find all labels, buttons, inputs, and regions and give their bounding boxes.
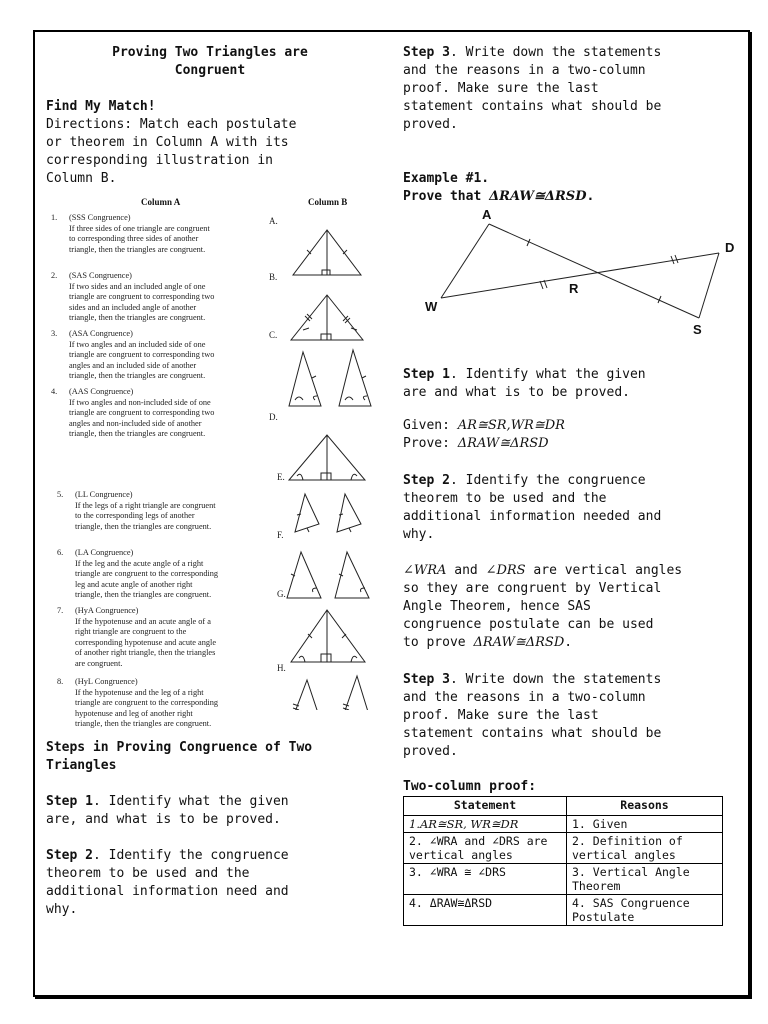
reason-cell: 4. SAS Congruence Postulate [567,895,723,926]
statement-cell: 2. ∠WRA and ∠DRS are vertical angles [404,833,567,864]
item-line: triangle are congruent to the corresponding [75,698,219,708]
column-a-item-4 [51,387,261,447]
item-line: right triangle are congruent to the [75,627,187,637]
steps-heading [46,739,386,775]
angle-wra: ∠WRA [403,563,447,578]
item-line: triangle, then the triangles are congruent. [75,590,212,600]
triangles-diagram [399,208,744,338]
column-b-figures [279,210,379,710]
item-number: 7. [57,606,64,615]
given-math: AR≅SR,WR≅DR [457,418,565,433]
steps-heading-line: Steps in Proving Congruence of Two [46,740,313,755]
directions-line: corresponding illustration in [46,153,273,168]
given-prove [403,417,743,453]
column-a-item-3 [51,329,261,389]
item-line: triangle are congruent to corresponding two [69,350,215,360]
item-number: 4. [51,387,58,396]
example-heading [403,170,743,206]
item-line: angles and non-included side of another [69,418,202,428]
column-a-item-8 [57,677,267,737]
statement-cell: 3. ∠WRA ≅ ∠DRS [404,864,567,895]
figure-letter: B. [269,272,278,282]
step-text: . Identify what the given [92,794,289,809]
figure-letter: H. [277,663,286,673]
step-text: why. [46,902,78,917]
column-a-item-5 [57,490,267,540]
item-line: triangle, then the triangles are congruent. [69,313,206,323]
step-label: Step 3 [403,672,450,687]
step-label: Step 3 [403,45,450,60]
step-text: . Identify what the given [449,367,646,382]
figure-letter: D. [269,412,278,422]
explanation-math: ΔRAW≅ΔRSD [473,635,565,650]
item-line: hypotenuse and leg of another right [75,708,193,718]
figure-letter: A. [269,216,278,226]
column-a-item-1 [51,213,261,268]
item-line: (HyA Congruence) [75,606,139,615]
steps-heading-line: Triangles [46,758,117,773]
reason-cell: 1. Given [567,816,723,833]
figure-e-triangles [295,494,361,532]
directions [46,116,376,188]
step-text: why. [403,527,435,542]
step-text: and the reasons in a two-column [403,690,646,705]
column-b-header: Column B [308,197,348,207]
vertex-label-s: S [693,322,702,337]
item-line: If two angles and non-included side of one [69,397,211,407]
step-text: statement contains what should be [403,726,662,741]
vertex-label-d: D [725,240,735,255]
item-line: to the corresponding legs of another [75,511,195,521]
explanation-end: . [564,635,573,650]
step-text: proof. Make sure the last [403,81,599,96]
table-row [404,816,723,833]
item-line: (LL Congruence) [75,490,133,499]
item-line: triangle, then the triangles are congruent. [75,719,212,729]
step-text: and the reasons in a two-column [403,63,646,78]
step-text: proved. [403,117,458,132]
prove-that-math: ΔRAW≅ΔRSD [489,189,587,204]
step-text: . Write down the statements [449,45,662,60]
explanation-text: congruence postulate can be used [403,617,654,632]
step-label: Step 1 [46,794,93,809]
step-text: statement contains what should be [403,99,662,114]
angle-drs: ∠DRS [485,563,526,578]
step-text: . Identify the congruence [92,848,289,863]
vertex-label-r: R [569,281,579,296]
prove-that-label: Prove that [403,189,490,204]
explanation-text: to prove [403,635,474,650]
worksheet-page [33,30,750,997]
figure-b-triangle [291,295,363,340]
item-line: If the leg and the acute angle of a right [75,558,204,568]
figure-g-triangle [291,610,365,662]
title-line-1: Proving Two Triangles are [112,45,308,60]
step-label: Step 2 [403,473,450,488]
table-row [404,895,723,926]
right-step-2 [403,472,743,544]
column-a-item-7 [57,606,267,676]
left-step-2 [46,847,386,919]
item-line: If the legs of a right triangle are congruent [75,500,216,510]
vertical-angles-explanation [403,562,743,652]
column-header-reasons: Reasons [567,797,723,816]
column-a-item-2 [51,271,261,331]
item-line: (ASA Congruence) [69,329,133,338]
item-line: triangle are congruent to corresponding two [69,292,215,302]
column-header-statement: Statement [404,797,567,816]
item-number: 6. [57,548,64,557]
directions-line: or theorem in Column A with its [46,135,289,150]
item-line: of another right triangle, then the triangles [75,648,216,658]
page-title [45,44,375,80]
step-text: are, and what is to be proved. [46,812,281,827]
prove-label: Prove: [403,436,458,451]
item-number: 5. [57,490,64,499]
figure-letter: C. [269,330,278,340]
step-text: . Write down the statements [449,672,662,687]
table-row [404,833,723,864]
figure-letter: G. [277,589,286,599]
explanation-text: Angle Theorem, hence SAS [403,599,591,614]
item-line: If two angles and an included side of one [69,339,206,349]
explanation-text: are vertical angles [525,563,683,578]
item-line: (HyL Congruence) [75,677,138,686]
step-text: . Identify the congruence [449,473,646,488]
prove-that-end: . [586,189,595,204]
table-row [404,864,723,895]
figure-letter: F. [277,530,284,540]
item-line: If three sides of one triangle are congruent [69,223,210,233]
item-line: to corresponding three sides of another [69,234,199,244]
step-text: proof. Make sure the last [403,708,599,723]
step-label: Step 1 [403,367,450,382]
item-line: leg and acute angle of another right [75,579,193,589]
tick-mark [675,255,678,263]
prove-math: ΔRAW≅ΔRSD [457,436,549,451]
directions-line: Column B. [46,171,117,186]
matching-worksheet [49,192,379,729]
item-line: triangle, then the triangles are congruent. [69,371,206,381]
and-text: and [446,563,486,578]
item-number: 8. [57,677,64,686]
find-heading: Find My Match! [46,99,156,114]
item-line: are congruent. [75,658,123,668]
item-line: corresponding hypotenuse and acute angle [75,637,216,647]
right-step-3 [403,671,743,761]
step-text: additional information needed and [403,509,662,524]
item-line: triangle, then the triangles are congruent. [75,521,212,531]
two-column-proof-table [403,796,723,926]
item-line: triangle are congruent to corresponding two [69,408,215,418]
step-text: are and what is to be proved. [403,385,630,400]
figure-letter: E. [277,472,285,482]
title-line-2: Congruent [174,63,246,78]
figure-a-triangle [293,230,361,275]
example-title: Example #1. [403,171,490,186]
item-line: sides and an included angle of another [69,302,197,312]
step-text: additional information need and [46,884,289,899]
step-text: theorem to be used and the [403,491,607,506]
figure-c-triangles [289,350,371,406]
explanation-text: so they are congruent by Vertical [403,581,662,596]
reason-cell: 2. Definition of vertical angles [567,833,723,864]
item-line: (SAS Congruence) [69,271,132,280]
item-line: If the hypotenuse and the leg of a right [75,687,204,697]
item-number: 1. [51,213,58,222]
item-line: (SSS Congruence) [69,213,131,222]
step-text: proved. [403,744,458,759]
directions-line: Directions: Match each postulate [46,117,297,132]
vertex-label-a: A [482,208,492,222]
step-text: theorem to be used and the [46,866,250,881]
table-header-row [404,797,723,816]
reason-cell: 3. Vertical Angle Theorem [567,864,723,895]
left-step-1 [46,793,386,829]
item-line: triangle, then the triangles are congruent. [69,244,206,254]
figure-h-triangles [289,676,373,710]
item-line: angles and an included side of another [69,360,197,370]
right-step-1 [403,366,743,402]
item-line: If the hypotenuse and an acute angle of a [75,616,211,626]
figure-d-triangle [289,435,365,480]
item-line: (AAS Congruence) [69,387,134,396]
item-line: triangle, then the triangles are congruent. [69,429,206,439]
item-line: If two sides and an included angle of one [69,281,206,291]
step-label: Step 2 [46,848,93,863]
column-a-header: Column A [141,197,181,207]
statement-cell: 1.AR≅SR, WR≅DR [404,816,567,833]
figure-f-triangles [287,552,369,598]
item-line: (LA Congruence) [75,548,134,557]
item-number: 2. [51,271,58,280]
statement-cell: 4. ΔRAW≅ΔRSD [404,895,567,926]
item-line: triangle are congruent to the corresponding [75,569,219,579]
vertex-label-w: W [425,299,438,314]
given-label: Given: [403,418,458,433]
item-number: 3. [51,329,58,338]
column-a-item-6 [57,548,267,608]
proof-heading: Two-column proof: [403,779,537,794]
right-step-3-top [403,44,743,134]
